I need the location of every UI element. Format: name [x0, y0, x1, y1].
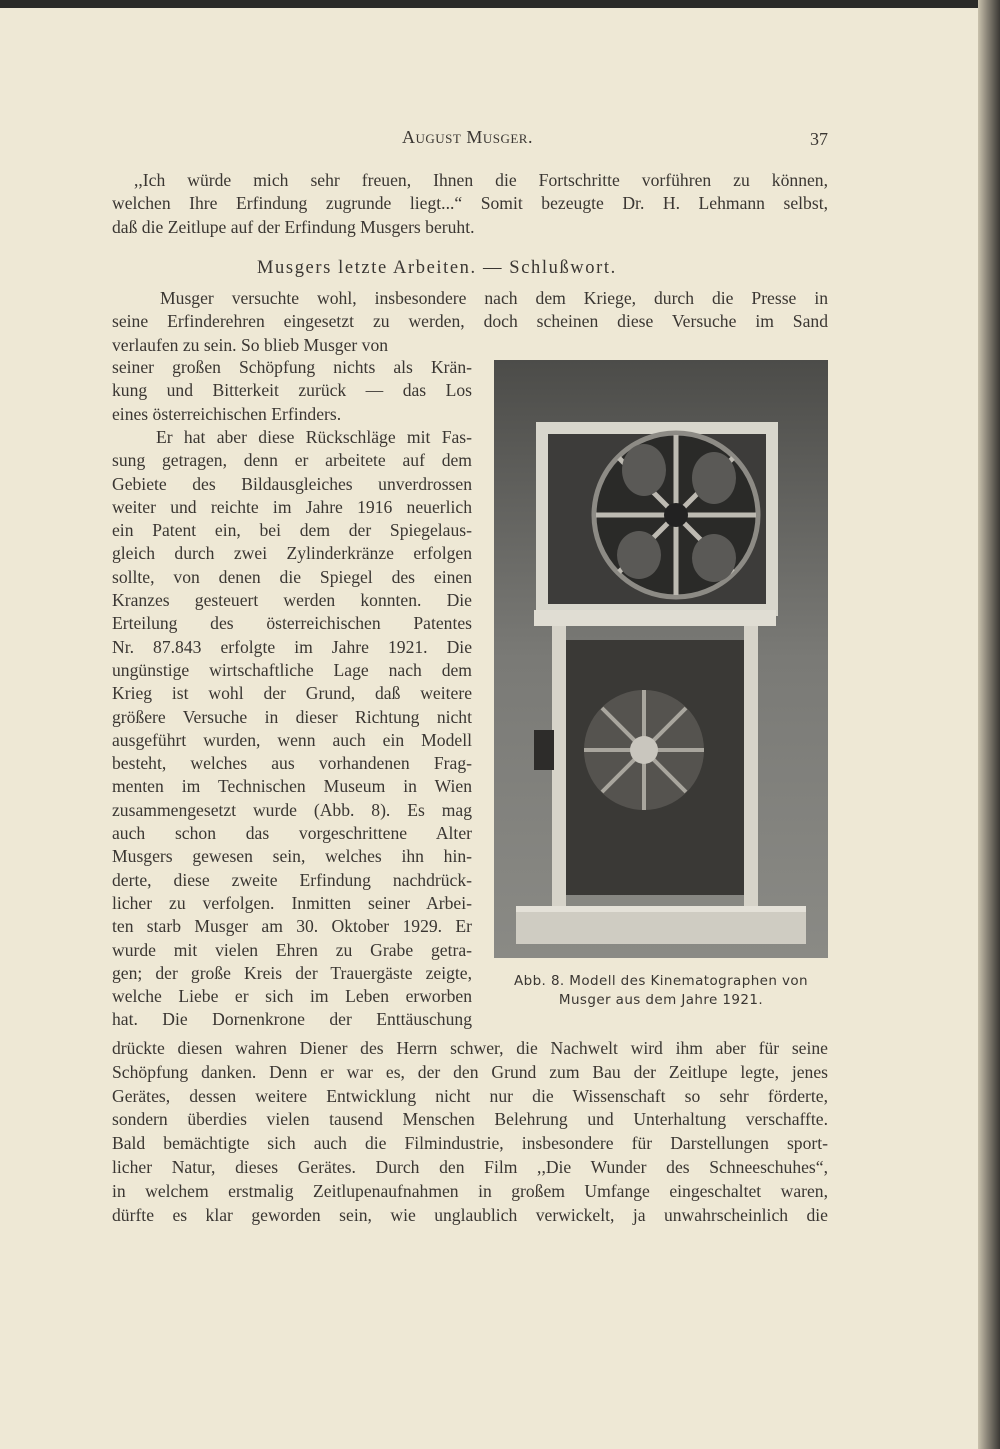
text-line: menten im Technischen Museum in Wien: [112, 776, 472, 797]
running-title: August Musger.: [402, 127, 533, 147]
text-line: ausgeführt wurden, wenn auch ein Modell: [112, 729, 472, 750]
text-line: ten starb Musger am 30. Oktober 1929. Er: [112, 916, 472, 937]
text-line: ein Patent ein, bei dem der Spiegelaus-: [112, 520, 472, 541]
caption-line-2: Musger aus dem Jahre 1921.: [558, 992, 764, 1008]
text-line: licher Natur, dieses Gerätes. Durch den Film ,,Die Wunder des Schneeschuhes“,: [112, 1157, 828, 1177]
text-line: gleich durch zwei Zylinderkränze erfolgen: [112, 543, 472, 564]
text-line: ,,Ich würde mich sehr freuen, Ihnen die Fortschritte vorführen zu können,: [134, 170, 828, 190]
text-line: licher zu verfolgen. Inmitten seiner Arbei-: [112, 892, 472, 913]
text-line: weiter und reichte im Jahre 1916 neuerlich: [112, 496, 472, 517]
text-line: Musger versuchte wohl, insbesondere nach dem Kriege, durch die Presse in: [160, 288, 828, 308]
caption-line-1: Abb. 8. Modell des Kinematographen von: [513, 973, 809, 989]
text-line: Schöpfung danken. Denn er war es, der den Grund zum Bau der Zeitlupe legte, jenes: [112, 1061, 828, 1082]
text-line: Kranzes gesteuert werden konnten. Die: [112, 590, 472, 610]
text-line: seine Erfinderehren eingesetzt zu werden, doch scheinen diese Versuche im Sand: [112, 311, 828, 332]
section-heading: Musgers letzte Arbeiten. — Schlußwort.: [257, 258, 617, 278]
text-line: sung getragen, denn er arbeitete auf dem: [112, 450, 472, 471]
text-line: Gebiete des Bildausgleiches unverdrossen: [112, 473, 472, 494]
figure-caption: [494, 972, 828, 1010]
text-line: gen; der große Kreis der Trauergäste zeigte,: [112, 962, 472, 983]
text-line: dürfte es klar geworden sein, wie unglaublich verwickelt, ja unwahrscheinlich die: [112, 1204, 828, 1225]
text-line: in welchem erstmalig Zeitlupenaufnahmen in großem Umfange eingeschaltet waren,: [112, 1180, 828, 1201]
text-line: Krieg ist wohl der Grund, daß weitere: [112, 683, 472, 704]
text-line: eines österreichischen Erfinders.: [112, 403, 342, 424]
text-line: größere Versuche in dieser Richtung nicht: [112, 706, 472, 727]
text-line: zusammengesetzt wurde (Abb. 8). Es mag: [112, 799, 472, 820]
text-line: drückte diesen wahren Diener des Herrn schwer, die Nachwelt wird ihm aber für seine: [112, 1038, 828, 1058]
text-line: Bald bemächtigte sich auch die Filmindustrie, insbesondere für Darstellungen sport-: [112, 1133, 828, 1154]
text-line: auch schon das vorgeschrittene Alter: [112, 823, 472, 843]
text-line: welchen Ihre Erfindung zugrunde liegt...“ Somit bezeugte Dr. H. Lehmann selbst,: [112, 193, 828, 214]
text-line: kung und Bitterkeit zurück — das Los: [112, 380, 472, 401]
text-line: besteht, welches aus vorhandenen Frag-: [112, 753, 472, 774]
text-line: wurde mit vielen Ehren zu Grabe getra-: [112, 939, 472, 960]
text-line: welche Liebe er sich im Leben erworben: [112, 986, 472, 1007]
text-line: Gerätes, dessen weitere Entwicklung nicht nur die Wissenschaft so sehr förderte,: [112, 1085, 828, 1106]
text-line: verlaufen zu sein. So blieb Musger von: [112, 334, 389, 355]
page-edge: [978, 0, 1000, 1449]
text-line: derte, diese zweite Erfindung nachdrück-: [112, 869, 472, 890]
text-line: Nr. 87.843 erfolgte im Jahre 1921. Die: [112, 636, 472, 657]
text-line: sondern überdies vielen tausend Menschen Belehrung und Unterhaltung verschaffte.: [112, 1109, 828, 1130]
text-line: Musgers gewesen sein, welches ihn hin-: [112, 846, 472, 867]
figure-photo-kinematograph-model: [494, 360, 828, 958]
page-number: 37: [810, 129, 828, 149]
text-line: Er hat aber diese Rückschläge mit Fas-: [156, 426, 472, 447]
text-line: daß die Zeitlupe auf der Erfindung Musgers beruht.: [112, 216, 475, 237]
text-line: seiner großen Schöpfung nichts als Krän-: [112, 357, 472, 377]
text-line: sollte, von denen die Spiegel des einen: [112, 566, 472, 587]
text-line: hat. Die Dornenkrone der Enttäuschung: [112, 1009, 472, 1030]
text-line: Erteilung des österreichischen Patentes: [112, 613, 472, 634]
text-line: ungünstige wirtschaftliche Lage nach dem: [112, 659, 472, 680]
